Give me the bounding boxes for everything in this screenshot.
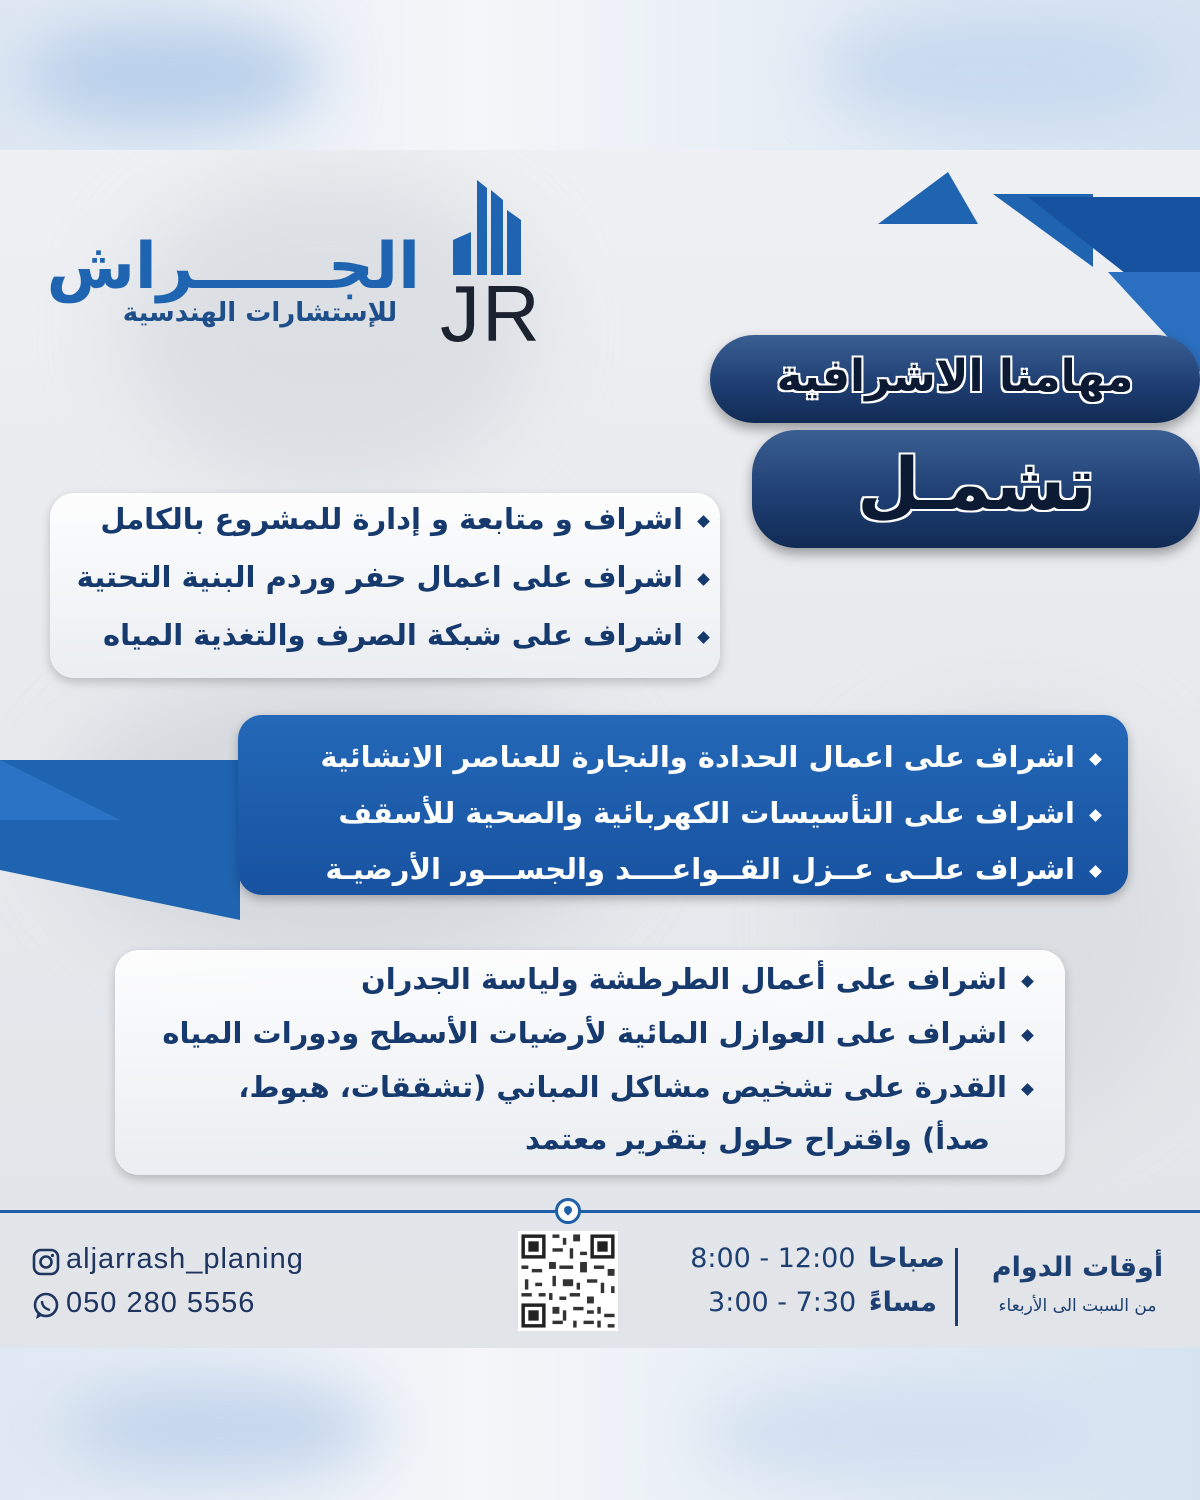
bullet-icon	[1089, 753, 1102, 766]
list-item-continuation: صدأ) واقتراح حلول بتقرير معتمد	[524, 1122, 990, 1156]
hours-days: من السبت الى الأربعاء	[998, 1296, 1157, 1316]
list-item	[238, 1070, 1032, 1104]
top-blur-band	[0, 0, 1200, 150]
brand-name: الجــــــراش	[46, 230, 420, 304]
list-item	[103, 618, 708, 652]
flyer-card	[0, 150, 1200, 1348]
list-item-text: اشراف على شبكة الصرف والتغذية المياه	[103, 618, 683, 652]
headline-pill-1	[710, 335, 1200, 423]
list-item-text: اشراف على العوازل المائية لأرضيات الأسطح ودورات المياه	[162, 1016, 1007, 1050]
bullet-icon	[697, 515, 710, 528]
instagram-icon[interactable]	[32, 1248, 60, 1276]
blur-spot	[820, 10, 1180, 130]
list-item-text: اشراف و متابعة و إدارة للمشروع بالكامل	[100, 502, 683, 536]
bullet-icon	[1021, 1083, 1034, 1096]
phone-number[interactable]: 050 280 5556	[66, 1287, 256, 1319]
morning-label: صباحا	[868, 1243, 945, 1274]
list-item	[325, 852, 1100, 886]
bullet-icon	[1089, 865, 1102, 878]
blur-spot	[700, 1388, 1100, 1478]
list-item-text: القدرة على تشخيص مشاكل المباني (تشققات، هبوط،	[238, 1070, 1007, 1104]
brand-subtitle: للإستشارات الهندسية	[122, 298, 398, 328]
bullet-icon	[1089, 809, 1102, 822]
bullet-icon	[697, 573, 710, 586]
list-item	[77, 560, 708, 594]
list-item	[338, 796, 1100, 830]
bottom-blur-band	[0, 1348, 1200, 1500]
list-item	[361, 962, 1032, 996]
bullet-icon	[697, 631, 710, 644]
instagram-handle[interactable]: aljarrash_planing	[66, 1243, 304, 1275]
headline-pill-2	[752, 430, 1200, 548]
list-item	[320, 740, 1100, 774]
list-item-text: اشراف علــى عــزل القــواعــــد والجســـور الأرضيـة	[325, 852, 1075, 886]
morning-time: 8:00 - 12:00	[690, 1243, 856, 1274]
list-item-text: اشراف على اعمال حفر وردم البنية التحتية	[76, 560, 683, 594]
list-item-text: اشراف على اعمال الحدادة والنجارة للعناصر الانشائية	[320, 740, 1075, 774]
list-item	[100, 502, 708, 536]
list-item-text: اشراف على أعمال الطرطشة ولياسة الجدران	[361, 962, 1007, 996]
evening-time: 3:00 - 7:30	[708, 1287, 857, 1318]
list-item	[162, 1016, 1032, 1050]
blur-spot	[60, 1378, 380, 1478]
headline-line-2: تشمـل	[857, 442, 1095, 526]
whatsapp-icon[interactable]	[32, 1292, 60, 1320]
footer-divider	[0, 1210, 1200, 1213]
qr-code[interactable]	[518, 1231, 618, 1331]
hours-title: أوقات الدوام	[991, 1252, 1164, 1283]
evening-hours	[700, 1287, 945, 1318]
evening-label: مساءً	[868, 1287, 937, 1318]
headline-line-1: مهامنا الاشرافية	[776, 351, 1134, 402]
location-pin-icon[interactable]	[555, 1198, 581, 1224]
bullet-icon	[1021, 1029, 1034, 1042]
logo-monogram: JR	[440, 269, 542, 358]
building-logo-icon	[445, 180, 525, 275]
decorative-shape-left	[0, 760, 260, 920]
morning-hours	[690, 1243, 945, 1274]
bullet-icon	[1021, 975, 1034, 988]
blur-spot	[20, 20, 320, 130]
list-item-text: اشراف على التأسيسات الكهربائية والصحية للأسقف	[338, 796, 1075, 830]
